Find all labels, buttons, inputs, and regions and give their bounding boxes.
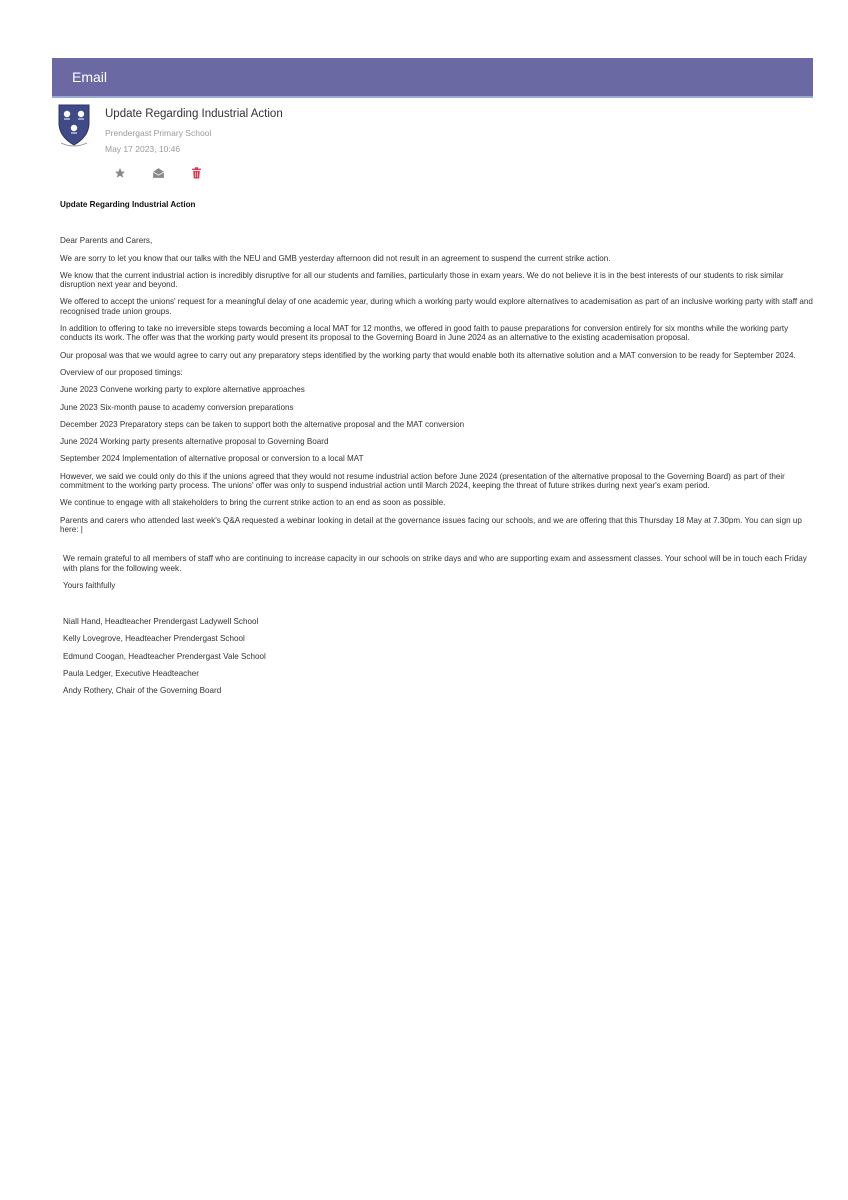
body-paragraph: In addition to offering to take no irreversible steps towards becoming a local MAT for 12 months, we offered in good faith to pause preparations for conversion entirely for six months while the working party conducts its work. The offer was that the working party would present its proposal to the Governing Board in June 2024 as an alternative to the existing academisation proposal.: [60, 324, 789, 343]
message-body: [60, 200, 814, 696]
signatory: Andy Rothery, Chair of the Governing Board: [63, 686, 222, 696]
body-paragraph: We continue to engage with all stakeholders to bring the current strike action to an end as soon as possible.: [60, 498, 446, 508]
message-date: May 17 2023, 10:46: [105, 144, 181, 154]
mark-read-icon: [152, 167, 165, 179]
timing-item: December 2023 Preparatory steps can be taken to support both the alternative proposal and the MAT conversion: [60, 419, 465, 429]
star-button[interactable]: [112, 165, 128, 181]
body-paragraph: We remain grateful to all members of staff who are continuing to increase capacity in our schools on strike days and who are supporting exam and assessment classes. Your school will be in touch each Friday with plans for the following week.: [63, 554, 807, 573]
app-title: Email: [72, 69, 108, 85]
timing-item: June 2023 Convene working party to explore alternative approaches: [60, 385, 305, 395]
signatory: Edmund Coogan, Headteacher Prendergast Vale School: [63, 651, 266, 661]
signoff: Yours faithfully: [63, 580, 116, 590]
signatory: Paula Ledger, Executive Headteacher: [63, 669, 199, 679]
body-paragraph: We offered to accept the unions' request for a meaningful delay of one academic year, during which a working party would explore alternatives to academisation as part of an inclusive working party with staff and recognised trade union groups.: [60, 297, 813, 316]
timing-item: June 2024 Working party presents alternative proposal to Governing Board: [60, 437, 329, 447]
body-paragraph: We know that the current industrial action is incredibly disruptive for all our students and families, particularly those in exam years. We do not believe it is in the best interests of our students to risk similar disruption next year and beyond.: [60, 270, 784, 290]
timing-item: September 2024 Implementation of alternative proposal or conversion to a local MAT: [60, 454, 364, 464]
body-paragraph: Parents and carers who attended last week's Q&A requested a webinar looking in detail at the governance issues facing our schools, and we are offering that this Thursday 18 May at 7.30pm. You can sign up here: |: [60, 515, 802, 534]
signatory: Kelly Lovegrove, Headteacher Prendergast School: [63, 634, 245, 644]
signatory: Niall Hand, Headteacher Prendergast Ladywell School: [63, 617, 259, 627]
timing-item: June 2023 Six-month pause to academy conversion preparations: [60, 402, 294, 412]
body-paragraph: We are sorry to let you know that our talks with the NEU and GMB yesterday afternoon did not result in an agreement to suspend the current strike action.: [60, 253, 611, 263]
message-subject: Update Regarding Industrial Action: [105, 108, 283, 120]
greeting: Dear Parents and Carers,: [60, 236, 153, 246]
message-sender: Prendergast Primary School: [105, 128, 212, 138]
delete-button[interactable]: [188, 165, 204, 181]
delete-icon: [191, 167, 202, 179]
app-header: [52, 58, 813, 98]
mark-read-button[interactable]: [150, 165, 166, 181]
school-crest-icon: [56, 103, 92, 147]
star-icon: [114, 167, 126, 179]
body-paragraph: Our proposal was that we would agree to carry out any preparatory steps identified by the working party that would enable both its alternative solution and a MAT conversion to be ready for September 2024.: [60, 350, 796, 360]
body-heading: Update Regarding Industrial Action: [60, 200, 196, 209]
body-paragraph: However, we said we could only do this if the unions agreed that they would not resume industrial action before June 2024 (presentation of the alternative proposal to the Governing Board) as part of their commitment to the working party process. The unions' offer was only to suspend industrial action until March 2024, keeping the threat of future strikes during next year's exam period.: [60, 471, 785, 491]
timings-intro: Overview of our proposed timings:: [60, 367, 183, 377]
